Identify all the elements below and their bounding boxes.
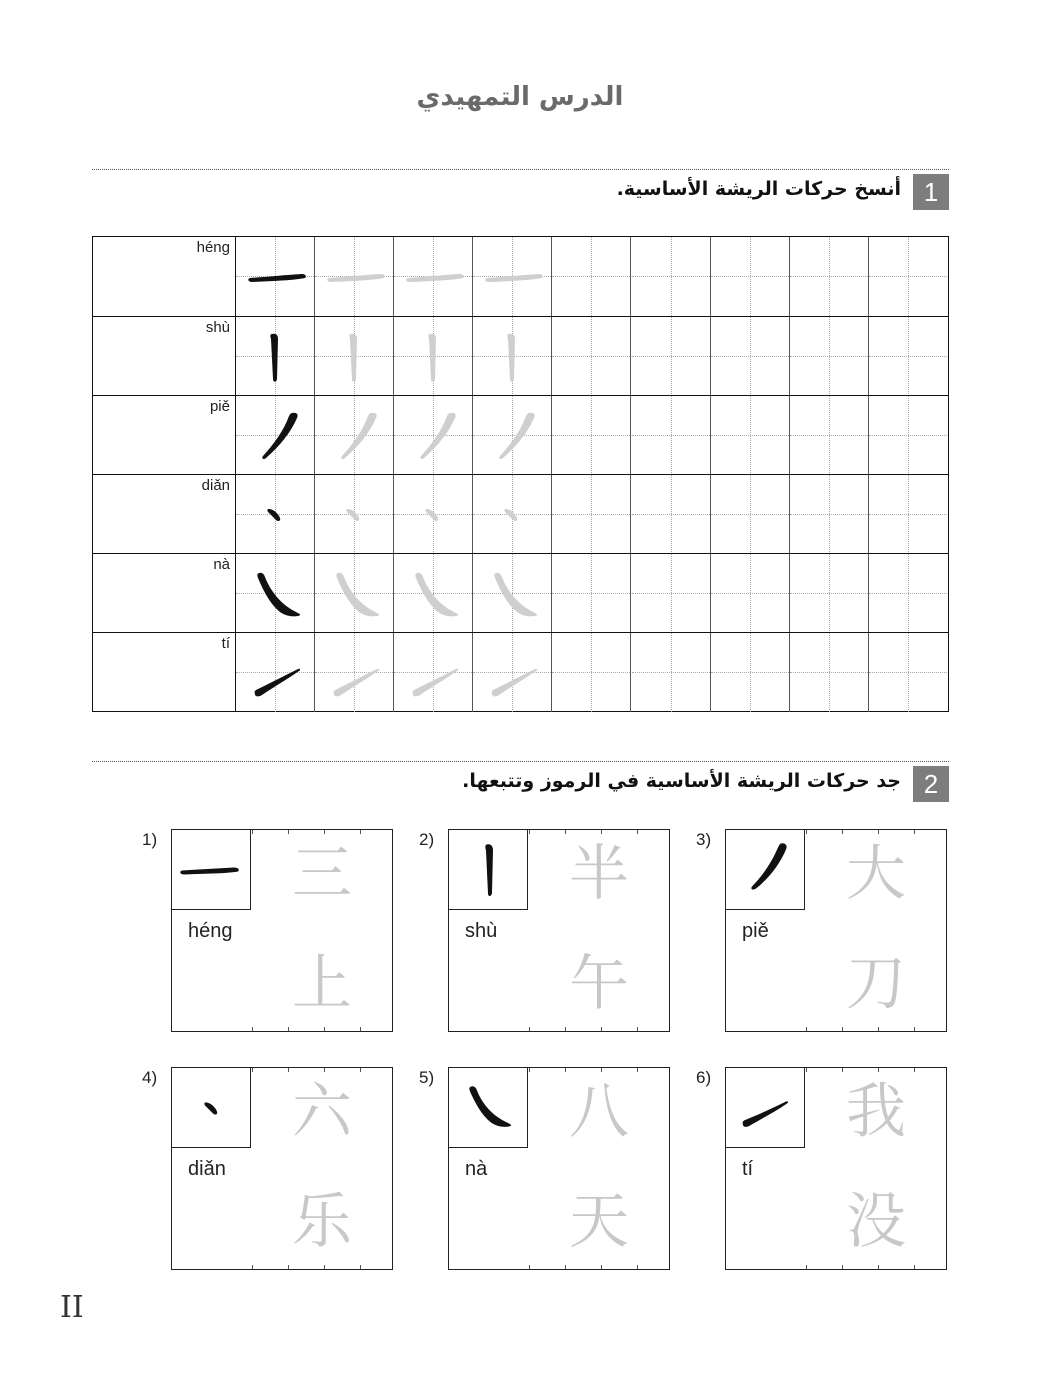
grid-tick <box>360 1027 361 1031</box>
practice-row-pie <box>93 395 948 475</box>
writing-cell[interactable] <box>790 554 869 633</box>
section2-divider <box>92 761 949 762</box>
dian-trace-stroke[interactable] <box>473 475 552 554</box>
practice-row-na <box>93 553 948 633</box>
ti-model-stroke <box>236 633 315 712</box>
grid-tick <box>529 1027 530 1031</box>
writing-cell[interactable] <box>552 554 631 633</box>
na-stroke-sample <box>449 1068 528 1148</box>
exercise-pinyin: piě <box>742 920 769 942</box>
grid-tick <box>914 1027 915 1031</box>
grid-tick <box>914 1068 915 1072</box>
shu-stroke-sample <box>449 830 528 910</box>
pie-trace-stroke[interactable] <box>394 396 473 475</box>
grid-tick <box>842 1068 843 1072</box>
shu-model-stroke <box>236 317 315 396</box>
practice-row-label <box>93 237 236 316</box>
grid-tick <box>601 1027 602 1031</box>
writing-cell[interactable] <box>711 396 790 475</box>
trace-character[interactable]: 八 <box>569 1077 629 1147</box>
dian-trace-stroke[interactable] <box>394 475 473 554</box>
writing-cell[interactable] <box>552 237 631 316</box>
stroke-pinyin: nà <box>213 556 230 573</box>
ti-stroke-sample <box>726 1068 805 1148</box>
grid-tick <box>914 830 915 834</box>
grid-tick <box>878 1068 879 1072</box>
section1-instruction: أنسخ حركات الريشة الأساسية. <box>616 178 901 200</box>
writing-cell[interactable] <box>711 237 790 316</box>
stroke-pinyin: shù <box>205 319 230 336</box>
writing-cell[interactable] <box>632 633 711 712</box>
exercise-number: 6) <box>696 1068 712 1087</box>
writing-cell[interactable] <box>552 475 631 554</box>
grid-tick <box>324 830 325 834</box>
writing-cell[interactable] <box>632 396 711 475</box>
writing-cell[interactable] <box>790 237 869 316</box>
exercise-box-dian <box>171 1067 393 1270</box>
trace-character[interactable]: 刀 <box>846 949 906 1019</box>
grid-tick <box>842 1027 843 1031</box>
exercise-pinyin: héng <box>188 920 233 942</box>
grid-tick <box>842 830 843 834</box>
grid-tick <box>637 830 638 834</box>
grid-tick <box>529 830 530 834</box>
page-number: II <box>60 1290 84 1325</box>
grid-tick <box>252 830 253 834</box>
grid-tick <box>806 830 807 834</box>
grid-tick <box>878 830 879 834</box>
trace-character[interactable]: 上 <box>292 949 352 1019</box>
trace-character[interactable]: 乐 <box>292 1187 352 1257</box>
practice-row-label <box>93 554 236 633</box>
exercise-box-pie <box>725 829 947 1032</box>
na-model-stroke <box>236 554 315 633</box>
writing-cell[interactable] <box>869 633 947 712</box>
grid-tick <box>565 830 566 834</box>
stroke-pinyin: piě <box>209 398 230 415</box>
exercise-number: 4) <box>142 1068 158 1087</box>
grid-tick <box>637 1265 638 1269</box>
exercise-box-ti <box>725 1067 947 1270</box>
grid-tick <box>565 1265 566 1269</box>
practice-row-label <box>93 396 236 475</box>
grid-tick <box>288 1265 289 1269</box>
stroke-pinyin: héng <box>196 239 230 256</box>
trace-character[interactable]: 天 <box>569 1187 629 1257</box>
grid-tick <box>252 1027 253 1031</box>
grid-tick <box>565 1027 566 1031</box>
writing-cell[interactable] <box>790 396 869 475</box>
grid-tick <box>360 1068 361 1072</box>
grid-tick <box>360 1265 361 1269</box>
stroke-pinyin: tí <box>221 635 230 652</box>
writing-cell[interactable] <box>869 554 947 633</box>
exercise-number: 3) <box>696 830 712 849</box>
section1-header <box>92 174 949 212</box>
section2-instruction: جد حركات الريشة الأساسية في الرموز وتتبعها. <box>462 770 901 792</box>
practice-row-label <box>93 317 236 396</box>
shu-trace-stroke[interactable] <box>315 317 394 396</box>
practice-row-label <box>93 475 236 554</box>
writing-cell[interactable] <box>552 633 631 712</box>
lesson-title: الدرس التمهيدي <box>416 82 624 112</box>
exercise-number: 2) <box>419 830 435 849</box>
writing-cell[interactable] <box>869 475 947 554</box>
exercise-number: 1) <box>142 830 158 849</box>
heng-trace-stroke[interactable] <box>315 237 394 316</box>
grid-tick <box>529 1068 530 1072</box>
exercise-pinyin: diǎn <box>188 1158 226 1180</box>
stroke-practice-grid <box>92 236 949 712</box>
pie-model-stroke <box>236 396 315 475</box>
pie-trace-stroke[interactable] <box>473 396 552 475</box>
writing-cell[interactable] <box>790 475 869 554</box>
trace-character[interactable]: 午 <box>569 949 629 1019</box>
grid-tick <box>601 830 602 834</box>
grid-tick <box>806 1265 807 1269</box>
writing-cell[interactable] <box>632 237 711 316</box>
grid-tick <box>324 1265 325 1269</box>
dian-stroke-sample <box>172 1068 251 1148</box>
grid-tick <box>842 1265 843 1269</box>
exercise-box-na <box>448 1067 670 1270</box>
trace-character[interactable]: 大 <box>846 839 906 909</box>
exercise-number: 5) <box>419 1068 435 1087</box>
writing-cell[interactable] <box>869 396 947 475</box>
practice-row-dian <box>93 474 948 554</box>
trace-character[interactable]: 半 <box>569 839 629 909</box>
grid-tick <box>637 1027 638 1031</box>
grid-tick <box>288 830 289 834</box>
writing-cell[interactable] <box>632 475 711 554</box>
heng-trace-stroke[interactable] <box>473 237 552 316</box>
grid-tick <box>252 1068 253 1072</box>
writing-cell[interactable] <box>552 317 631 396</box>
heng-model-stroke <box>236 237 315 316</box>
grid-tick <box>806 1068 807 1072</box>
grid-tick <box>601 1265 602 1269</box>
writing-cell[interactable] <box>711 554 790 633</box>
writing-cell[interactable] <box>790 633 869 712</box>
grid-tick <box>324 1068 325 1072</box>
exercise-pinyin: shù <box>465 920 498 942</box>
grid-tick <box>324 1027 325 1031</box>
exercise-pinyin: nà <box>465 1158 488 1180</box>
grid-tick <box>252 1265 253 1269</box>
trace-character[interactable]: 我 <box>846 1077 906 1147</box>
grid-tick <box>360 830 361 834</box>
shu-trace-stroke[interactable] <box>473 317 552 396</box>
practice-row-label <box>93 633 236 712</box>
section1-divider <box>92 169 949 170</box>
writing-cell[interactable] <box>632 554 711 633</box>
pie-trace-stroke[interactable] <box>315 396 394 475</box>
na-trace-stroke[interactable] <box>473 554 552 633</box>
grid-tick <box>601 1068 602 1072</box>
section1-number-badge: 1 <box>913 174 949 210</box>
exercise-pinyin: tí <box>742 1158 754 1180</box>
practice-row-heng <box>93 237 948 316</box>
writing-cell[interactable] <box>869 237 947 316</box>
section2-header <box>92 766 949 804</box>
trace-character[interactable]: 三 <box>292 839 352 909</box>
grid-tick <box>288 1027 289 1031</box>
grid-tick <box>806 1027 807 1031</box>
writing-cell[interactable] <box>632 317 711 396</box>
grid-tick <box>529 1265 530 1269</box>
grid-tick <box>637 1068 638 1072</box>
writing-cell[interactable] <box>869 317 947 396</box>
heng-stroke-sample <box>172 830 251 910</box>
exercise-box-shu <box>448 829 670 1032</box>
trace-character[interactable]: 六 <box>292 1077 352 1147</box>
pie-stroke-sample <box>726 830 805 910</box>
section2-number-badge: 2 <box>913 766 949 802</box>
writing-cell[interactable] <box>552 396 631 475</box>
stroke-pinyin: diǎn <box>201 477 230 494</box>
grid-tick <box>878 1265 879 1269</box>
ti-trace-stroke[interactable] <box>394 633 473 712</box>
grid-tick <box>878 1027 879 1031</box>
writing-cell[interactable] <box>711 633 790 712</box>
heng-trace-stroke[interactable] <box>394 237 473 316</box>
shu-trace-stroke[interactable] <box>394 317 473 396</box>
ti-trace-stroke[interactable] <box>315 633 394 712</box>
grid-tick <box>565 1068 566 1072</box>
grid-tick <box>914 1265 915 1269</box>
trace-character[interactable]: 没 <box>846 1187 906 1257</box>
writing-cell[interactable] <box>711 317 790 396</box>
grid-tick <box>288 1068 289 1072</box>
writing-cell[interactable] <box>711 475 790 554</box>
writing-cell[interactable] <box>790 317 869 396</box>
dian-model-stroke <box>236 475 315 554</box>
practice-row-ti <box>93 632 948 712</box>
na-trace-stroke[interactable] <box>315 554 394 633</box>
exercise-box-heng <box>171 829 393 1032</box>
ti-trace-stroke[interactable] <box>473 633 552 712</box>
na-trace-stroke[interactable] <box>394 554 473 633</box>
practice-row-shu <box>93 316 948 396</box>
dian-trace-stroke[interactable] <box>315 475 394 554</box>
